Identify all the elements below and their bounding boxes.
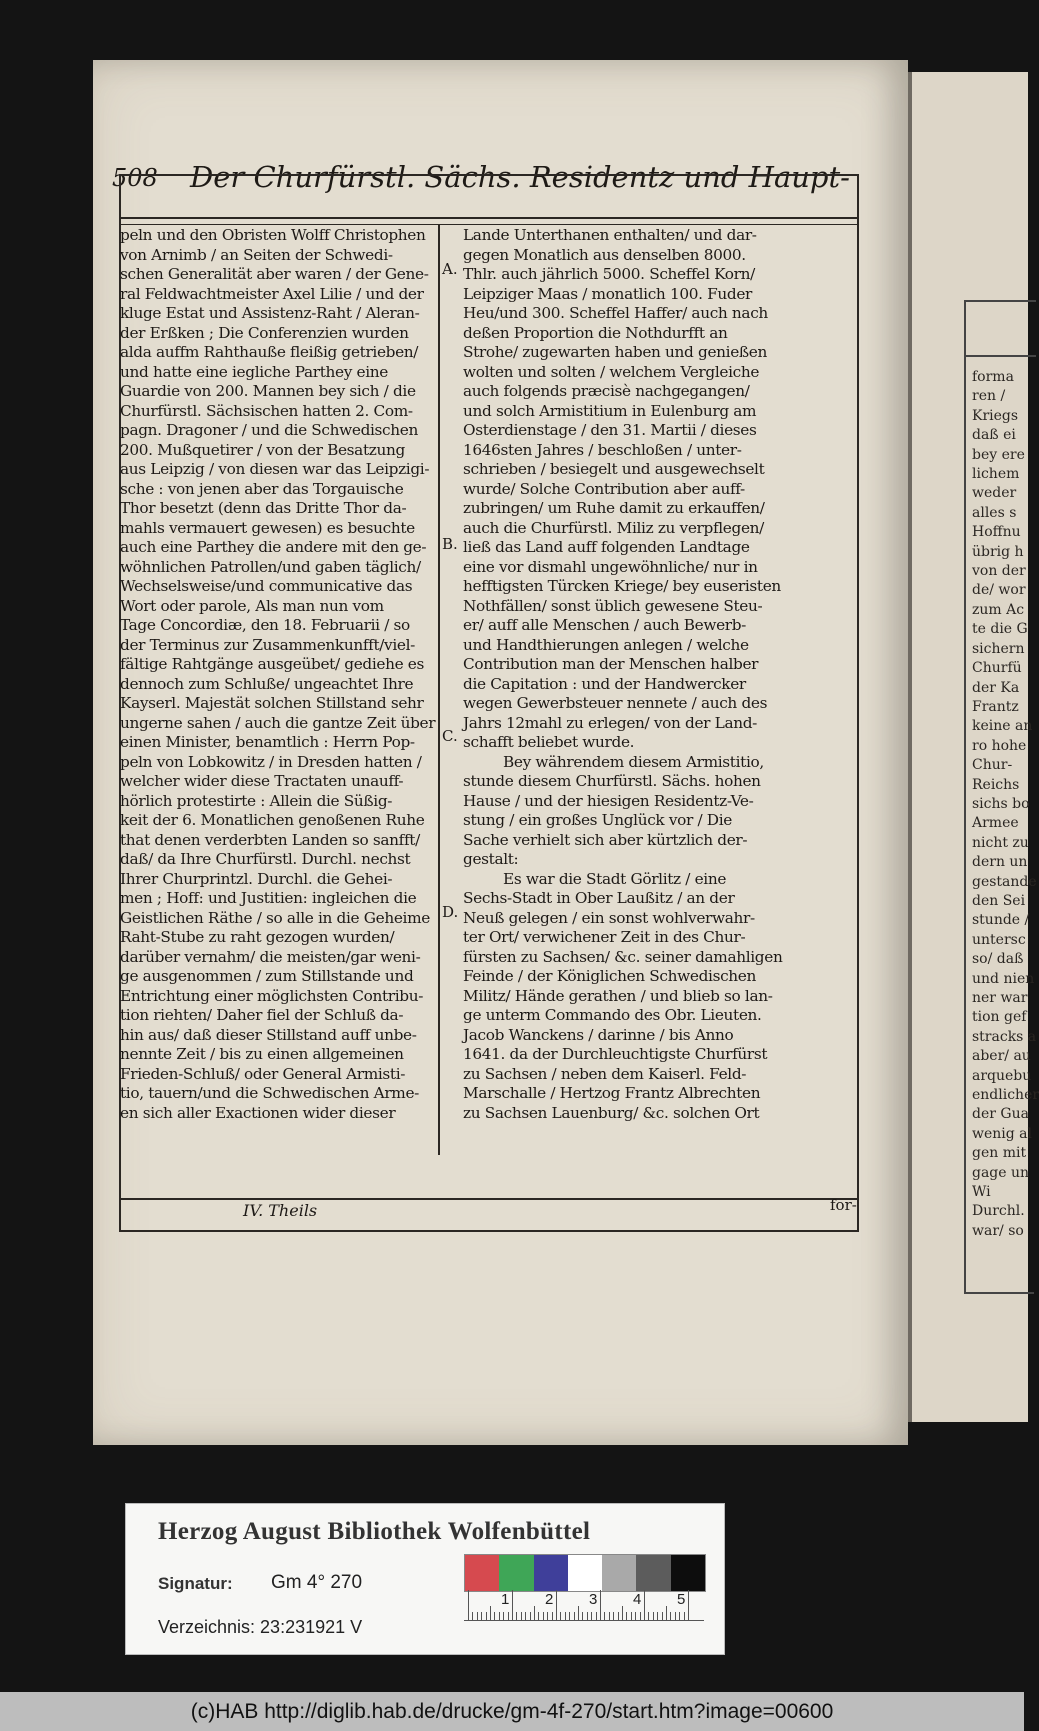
- text-line: deßen Proportion die Nothdurfft an: [463, 323, 728, 342]
- facing-text-line: sichs bo: [972, 795, 1030, 812]
- text-line: hefftigsten Türcken Kriege/ bey euseristen: [463, 577, 781, 595]
- facing-text-line: keine an: [972, 718, 1033, 735]
- text-line: schafft beliebet wurde.: [463, 733, 635, 751]
- text-line: schrieben / besiegelt und ausgewechselt: [463, 460, 765, 478]
- scale-number: 3: [589, 1591, 598, 1608]
- text-line: peln von Lobkowitz / in Dresden hatten /: [120, 752, 422, 771]
- text-line: Raht-Stube zu raht gezogen wurden/: [120, 928, 395, 946]
- scale-tick: [525, 1612, 526, 1620]
- text-line: Neuß gelegen / ein sonst wohlverwahr-: [463, 908, 755, 927]
- scale-tick: [512, 1590, 513, 1620]
- text-line: und hatte eine iegliche Parthey eine: [120, 362, 388, 381]
- signature-mark: IV. Theils: [243, 1201, 318, 1220]
- facing-text-line: Reichs: [972, 776, 1020, 793]
- text-line: en sich aller Exactionen wider dieser: [120, 1103, 396, 1122]
- text-line: wurde/ Solche Contribution aber auff-: [463, 479, 745, 498]
- text-line: wöhnlichen Patrollen/und gaben täglich/: [120, 557, 421, 576]
- text-line: mahls vermauert gewesen) es besuchte: [120, 518, 415, 537]
- text-line: Tage Concordiæ, den 18. Februarii / so: [120, 616, 410, 634]
- scale-tick: [521, 1612, 522, 1620]
- margin-letter-d: D.: [442, 903, 459, 921]
- facing-text-line: stracks a: [972, 1028, 1037, 1045]
- text-line: der Erßken ; Die Conferenzien wurden: [120, 323, 409, 342]
- text-line: ter Ort/ verwichener Zeit in des Chur-: [463, 928, 746, 946]
- scale-tick: [556, 1590, 557, 1620]
- text-line: Strohe/ zugewarten haben und genießen: [463, 343, 767, 361]
- text-line: 200. Mußquetirer / von der Besatzung: [120, 440, 405, 459]
- footer-url: (c)HAB http://diglib.hab.de/drucke/gm-4f-270/start.htm?image=00600: [0, 1692, 1024, 1731]
- facing-text-line: Hoffnu: [972, 524, 1021, 541]
- text-line: zubringen/ um Ruhe damit zu erkauffen/: [463, 499, 765, 517]
- scale-tick: [657, 1612, 658, 1620]
- color-swatch: [636, 1555, 670, 1591]
- scale-tick: [604, 1612, 605, 1620]
- facing-text-line: Durchl.: [972, 1203, 1025, 1220]
- text-line: Ihrer Churprintzl. Durchl. die Gehei-: [120, 869, 393, 888]
- facing-text-line: ro hohe: [972, 737, 1027, 754]
- text-line: ral Feldwachtmeister Axel Lilie / und der: [120, 284, 424, 303]
- text-line: gestalt:: [463, 850, 519, 868]
- facing-text-line: forma: [972, 369, 1014, 385]
- text-line: von Arnimb / an Seiten der Schwedi-: [120, 245, 393, 264]
- scale-tick: [600, 1590, 601, 1620]
- facing-text-line: so/ daß: [972, 951, 1024, 968]
- text-line: ge unterm Commando des Obr. Lieuten.: [463, 1006, 762, 1024]
- text-line: Jahrs 12mahl zu erlegen/ von der Land-: [463, 713, 757, 732]
- facing-text-line: bey ere: [972, 446, 1025, 463]
- text-line: Geistlichen Räthe / so alle in die Geheime: [120, 908, 430, 927]
- facing-text-line: untersc: [972, 931, 1026, 948]
- text-line: fürsten zu Sachsen/ &c. seiner damahligen: [463, 947, 783, 966]
- scale-tick: [481, 1612, 482, 1620]
- scale-tick: [631, 1612, 632, 1620]
- scale-tick: [644, 1590, 645, 1620]
- text-line: gegen Monatlich aus denselben 8000.: [463, 245, 746, 264]
- text-line: daß/ da Ihre Churfürstl. Durchl. nechst: [120, 850, 411, 868]
- color-swatch: [534, 1555, 568, 1591]
- color-swatch: [671, 1555, 705, 1591]
- right-text-column: [463, 226, 857, 1123]
- scale-tick: [477, 1612, 478, 1620]
- facing-text-line: arquebu: [972, 1067, 1032, 1084]
- scale-tick: [640, 1612, 641, 1620]
- text-line: tion riehten/ Daher fiel der Schluß da-: [120, 1006, 404, 1024]
- scale-tick: [635, 1612, 636, 1620]
- color-swatch: [602, 1555, 636, 1591]
- scale-tick: [490, 1606, 491, 1620]
- facing-frame-bottom: [964, 1292, 1034, 1294]
- signatur-label: Signatur:: [158, 1574, 233, 1593]
- scale-tick: [547, 1612, 548, 1620]
- facing-text-line: alles s: [972, 504, 1017, 521]
- text-line: dennoch zum Schluße/ ungeachtet Ihre: [120, 674, 414, 693]
- text-line: schen Generalität aber waren / der Gene-: [120, 265, 429, 283]
- facing-text-line: aber/ au: [972, 1048, 1031, 1065]
- facing-text-line: und nien: [972, 970, 1035, 987]
- text-line: Sache verhielt sich aber kürtzlich der-: [463, 830, 748, 849]
- text-line: Leipziger Maas / monatlich 100. Fuder: [463, 284, 752, 303]
- text-line: keit der 6. Monatlichen genoßenen Ruhe: [120, 811, 425, 829]
- scale-tick: [675, 1612, 676, 1620]
- facing-text-line: dern un: [972, 854, 1028, 871]
- text-line: darüber vernahm/ die meisten/gar weni-: [120, 947, 421, 966]
- scale-tick: [534, 1606, 535, 1620]
- facing-text-line: nicht zu: [972, 834, 1029, 851]
- text-line: stung / ein großes Unglück vor / Die: [463, 811, 732, 829]
- scale-tick: [565, 1612, 566, 1620]
- signatur-value: Gm 4° 270: [271, 1572, 363, 1593]
- margin-letter-c: C.: [442, 727, 458, 745]
- scale-tick: [587, 1612, 588, 1620]
- facing-text-line: Armee: [972, 815, 1019, 832]
- scale-tick: [591, 1612, 592, 1620]
- text-line: wegen Gewerbsteuer nennete / auch des: [463, 694, 768, 712]
- facing-text-line: stunde /: [972, 912, 1030, 929]
- text-line: die Capitation : und der Handwercker: [463, 674, 746, 693]
- scale-number: 2: [545, 1591, 554, 1608]
- scale-tick: [552, 1612, 553, 1620]
- footer-rule: [119, 1198, 859, 1200]
- scale-tick: [688, 1590, 689, 1620]
- facing-text-line: zum Ac: [972, 601, 1025, 618]
- text-line: stunde diesem Churfürstl. Sächs. hohen: [463, 772, 761, 790]
- text-line: aus Leipzig / von diesen war das Leipzigi-: [120, 460, 430, 478]
- facing-frame-top: [966, 300, 1036, 302]
- text-line: Feinde / der Königlichen Schwedischen: [463, 967, 757, 985]
- margin-letter-a: A.: [442, 260, 458, 278]
- scale-tick: [662, 1612, 663, 1620]
- scale-tick: [508, 1612, 509, 1620]
- text-line: Sechs-Stadt in Ober Laußitz / an der: [463, 889, 735, 907]
- scale-tick: [578, 1606, 579, 1620]
- text-line: und solch Armistitium in Eulenburg am: [463, 401, 757, 420]
- scale-tick: [626, 1612, 627, 1620]
- text-line: 1641. da der Durchleuchtigste Churfürst: [463, 1045, 768, 1063]
- text-line: kluge Estat und Assistenz-Raht / Aleran-: [120, 304, 420, 322]
- facing-text-line: de/ wor: [972, 582, 1026, 599]
- scale-tick: [486, 1612, 487, 1620]
- text-line: nennte Zeit / bis zu einen allgemeinen: [120, 1045, 404, 1063]
- scale-number: 4: [633, 1591, 642, 1608]
- text-line: ge ausgenommen / zum Stillstande und: [120, 967, 414, 985]
- text-line: Es war die Stadt Görlitz / eine: [503, 869, 727, 888]
- facing-page: [908, 72, 1039, 1422]
- scale-tick: [468, 1590, 469, 1620]
- text-line: wolten und solten / welchem Vergleiche: [463, 362, 760, 381]
- facing-text-line: daß ei: [972, 427, 1016, 444]
- facing-text-line: den Sei: [972, 892, 1026, 909]
- text-line: pagn. Dragoner / und die Schwedischen: [120, 421, 418, 439]
- scale-tick: [679, 1612, 680, 1620]
- scale-tick: [494, 1612, 495, 1620]
- text-line: ließ das Land auff folgenden Landtage: [463, 538, 750, 556]
- text-line: 1646sten Jahres / beschloßen / unter-: [463, 440, 742, 459]
- scale-tick: [538, 1612, 539, 1620]
- facing-text-line: Chur-: [972, 757, 1013, 774]
- facing-text-line: te die G: [972, 621, 1028, 638]
- text-line: Militz/ Hände gerathen / und blieb so lan-: [463, 986, 773, 1005]
- text-line: auch folgends præcisè nachgegangen/: [463, 382, 750, 400]
- scale-tick: [596, 1612, 597, 1620]
- scale-tick: [530, 1612, 531, 1620]
- facing-text-line: gage un: [972, 1164, 1030, 1181]
- text-line: ungerne sahen / auch die gantze Zeit über: [120, 713, 436, 732]
- scale-tick: [560, 1612, 561, 1620]
- facing-text-line: tion gef: [972, 1009, 1027, 1026]
- facing-text-line: Frantz: [972, 698, 1019, 715]
- scale-tick: [569, 1612, 570, 1620]
- facing-text-line: Wi: [972, 1184, 991, 1201]
- text-line: Jacob Wanckens / darinne / bis Anno: [463, 1025, 734, 1044]
- text-line: welcher wider diese Tractaten unauff-: [120, 772, 404, 790]
- text-line: hörlich protestirte : Allein die Süßig-: [120, 791, 393, 810]
- text-line: peln und den Obristen Wolff Christophen: [120, 226, 426, 244]
- facing-text-line: endlicher: [972, 1087, 1039, 1104]
- scale-tick: [653, 1612, 654, 1620]
- text-line: und Handthierungen anlegen / welche: [463, 635, 749, 654]
- text-line: Frieden-Schluß/ oder General Armisti-: [120, 1064, 406, 1083]
- scale-tick: [622, 1606, 623, 1620]
- header-rule: [119, 217, 859, 219]
- text-line: eine vor dismahl ungewöhnliche/ nur in: [463, 557, 758, 576]
- text-line: Guardie von 200. Mannen bey sich / die: [120, 382, 416, 400]
- text-line: Lande Unterthanen enthalten/ und dar-: [463, 226, 757, 244]
- scale-tick: [472, 1612, 473, 1620]
- text-line: Marschalle / Hertzog Frantz Albrechten: [463, 1084, 761, 1102]
- text-line: hin aus/ daß dieser Stillstand auff unbe-: [120, 1025, 417, 1044]
- scale-tick: [618, 1612, 619, 1620]
- facing-text-line: lichem: [972, 466, 1020, 483]
- text-line: er/ auff alle Menschen / auch Bewerb-: [463, 616, 746, 634]
- text-line: zu Sachsen Lauenburg/ &c. solchen Ort: [463, 1103, 760, 1122]
- scale-tick: [503, 1612, 504, 1620]
- color-swatch: [499, 1555, 533, 1591]
- text-line: Wort oder parole, Als man nun vom: [120, 596, 384, 615]
- text-line: Wechselsweise/und communicative das: [120, 577, 413, 595]
- color-swatch: [465, 1555, 499, 1591]
- scale-tick: [670, 1612, 671, 1620]
- text-line: alda auffm Rahthauße fleißig getrieben/: [120, 343, 419, 361]
- facing-text-line: der Ka: [972, 679, 1020, 696]
- scale-tick: [666, 1606, 667, 1620]
- text-line: Contribution man der Menschen halber: [463, 655, 759, 673]
- facing-text-line: sichern: [972, 640, 1025, 657]
- facing-text-line: ner war: [972, 990, 1028, 1006]
- margin-letter-b: B.: [442, 535, 458, 553]
- scale-tick: [648, 1612, 649, 1620]
- facing-text-line: gen mit: [972, 1145, 1027, 1162]
- text-line: Kayserl. Majestät solchen Stillstand sehr: [120, 694, 424, 712]
- scale-tick: [684, 1612, 685, 1620]
- catchword: for-: [830, 1196, 857, 1214]
- text-line: einen Minister, benamtlich : Herrn Pop-: [120, 733, 415, 751]
- scale-tick: [574, 1612, 575, 1620]
- scale-tick: [516, 1612, 517, 1620]
- left-text-column: [120, 226, 436, 1123]
- text-line: Hause / und der hiesigen Residentz-Ve-: [463, 791, 754, 810]
- facing-text-line: wenig al: [972, 1125, 1032, 1142]
- scale-number: 1: [501, 1591, 510, 1608]
- text-line: Heu/und 300. Scheffel Haffer/ auch nach: [463, 304, 768, 322]
- header-rule-secondary: [119, 224, 859, 225]
- color-swatch: [568, 1555, 602, 1591]
- scale-tick: [499, 1612, 500, 1620]
- scale-tick: [543, 1612, 544, 1620]
- text-line: auch die Churfürstl. Miliz zu verpflegen/: [463, 518, 764, 537]
- text-line: Osterdienstage / den 31. Martii / dieses: [463, 421, 757, 439]
- text-line: tio, tauern/und die Schwedischen Arme-: [120, 1084, 419, 1102]
- color-calibration-swatches: [464, 1554, 706, 1592]
- text-line: fältige Rahtgänge ausgeübet/ gediehe es: [120, 655, 425, 673]
- text-line: auch eine Parthey die andere mit den ge-: [120, 538, 427, 556]
- text-line: Churfürstl. Sächsischen hatten 2. Com-: [120, 401, 413, 420]
- text-line: Entrichtung einer möglichsten Contribu-: [120, 986, 424, 1005]
- text-line: der Terminus zur Zusammenkunfft/viel-: [120, 635, 415, 654]
- facing-text-line: war/ so: [972, 1222, 1024, 1239]
- text-line: Nothfällen/ sonst üblich gewesene Steu-: [463, 596, 763, 615]
- facing-page-text: [972, 368, 1039, 1241]
- measurement-scale: [464, 1590, 704, 1621]
- facing-text-line: ren /: [972, 388, 1006, 405]
- text-line: Thlr. auch jährlich 5000. Scheffel Korn/: [463, 265, 755, 283]
- page-number: 508: [112, 164, 158, 192]
- verzeichnis-label: Verzeichnis: 23:231921 V: [158, 1617, 363, 1637]
- library-title: Herzog August Bibliothek Wolfenbüttel: [158, 1518, 591, 1545]
- library-card: [125, 1503, 725, 1655]
- text-line: that denen verderbten Landen so sanfft/: [120, 830, 420, 849]
- scale-tick: [613, 1612, 614, 1620]
- text-line: sche : von jenen aber das Torgauische: [120, 479, 404, 498]
- scale-number: 5: [677, 1591, 686, 1608]
- text-line: Thor besetzt (denn das Dritte Thor da-: [120, 499, 407, 517]
- text-line: zu Sachsen / neben dem Kaiserl. Feld-: [463, 1064, 747, 1083]
- text-line: Bey währendem diesem Armistitio,: [503, 752, 764, 771]
- facing-frame-left: [964, 300, 966, 1292]
- facing-frame-rule: [966, 355, 1036, 357]
- column-divider: [438, 225, 440, 1155]
- facing-text-line: weder: [972, 485, 1017, 502]
- facing-text-line: übrig h: [972, 543, 1024, 560]
- facing-text-line: der Gua: [972, 1106, 1029, 1123]
- facing-text-line: von der: [972, 563, 1026, 580]
- scale-tick: [609, 1612, 610, 1620]
- facing-text-line: gestande: [972, 873, 1037, 890]
- running-title: Der Churfürstl. Sächs. Residentz und Haupt-: [190, 160, 850, 194]
- facing-text-line: Churfü: [972, 660, 1022, 677]
- facing-text-line: Kriegs: [972, 407, 1019, 424]
- text-line: men ; Hoff: und Justitien: ingleichen die: [120, 889, 417, 907]
- scale-tick: [582, 1612, 583, 1620]
